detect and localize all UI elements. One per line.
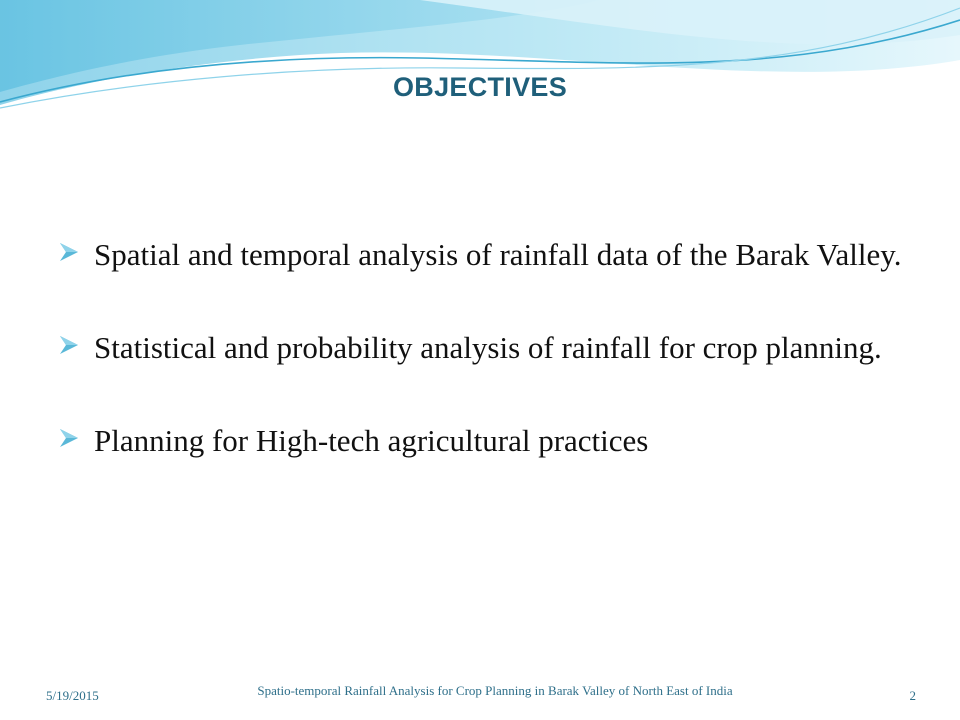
arrow-right-icon: [58, 427, 80, 449]
bullet-text: Planning for High-tech agricultural practices: [94, 423, 649, 458]
bullet-list: [58, 208, 908, 487]
slide-title: OBJECTIVES: [392, 72, 568, 102]
bullet-text: Spatial and temporal analysis of rainfall data of the Barak Valley.: [94, 237, 902, 272]
bullet-item: [58, 394, 908, 487]
bullet-item: [58, 208, 908, 301]
footer-title: Spatio-temporal Rainfall Analysis for Crop Planning in Barak Valley of North East of India: [257, 683, 733, 698]
bullet-text: Statistical and probability analysis of rainfall for crop planning.: [94, 330, 882, 365]
page-number: 2: [909, 688, 916, 703]
footer-date: 5/19/2015: [46, 688, 99, 703]
arrow-right-icon: [58, 334, 80, 356]
bullet-item: [58, 301, 908, 394]
arrow-right-icon: [58, 241, 80, 263]
